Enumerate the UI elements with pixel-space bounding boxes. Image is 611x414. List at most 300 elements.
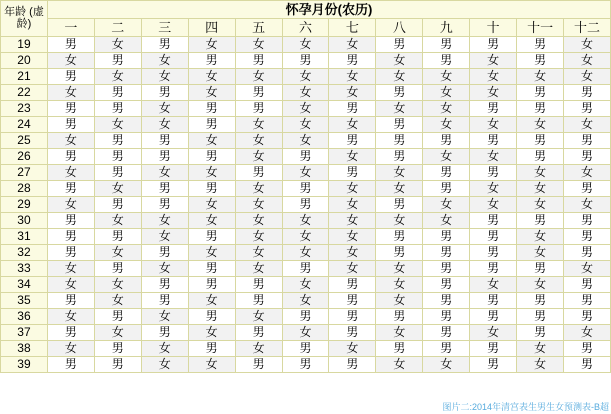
prediction-cell: 男 bbox=[564, 133, 611, 149]
prediction-cell: 女 bbox=[517, 181, 564, 197]
table-row bbox=[1, 149, 611, 165]
prediction-cell: 男 bbox=[188, 261, 235, 277]
month-header-5: 五 bbox=[235, 19, 282, 37]
prediction-cell: 女 bbox=[94, 117, 141, 133]
prediction-cell: 女 bbox=[376, 357, 423, 373]
prediction-cell: 女 bbox=[329, 181, 376, 197]
prediction-cell: 女 bbox=[376, 181, 423, 197]
prediction-cell: 男 bbox=[376, 37, 423, 53]
prediction-cell: 男 bbox=[94, 85, 141, 101]
prediction-cell: 女 bbox=[141, 117, 188, 133]
table-row bbox=[1, 85, 611, 101]
prediction-cell: 男 bbox=[235, 53, 282, 69]
prediction-cell: 女 bbox=[94, 277, 141, 293]
prediction-cell: 男 bbox=[517, 293, 564, 309]
prediction-cell: 女 bbox=[94, 293, 141, 309]
prediction-cell: 男 bbox=[329, 357, 376, 373]
prediction-cell: 女 bbox=[94, 213, 141, 229]
prediction-cell: 男 bbox=[94, 309, 141, 325]
prediction-cell: 男 bbox=[141, 133, 188, 149]
table-row bbox=[1, 165, 611, 181]
prediction-cell: 男 bbox=[329, 277, 376, 293]
prediction-cell: 女 bbox=[235, 245, 282, 261]
age-cell: 19 bbox=[1, 37, 48, 53]
prediction-cell: 男 bbox=[235, 101, 282, 117]
prediction-cell: 男 bbox=[470, 341, 517, 357]
prediction-cell: 女 bbox=[282, 229, 329, 245]
prediction-cell: 男 bbox=[564, 277, 611, 293]
prediction-cell: 男 bbox=[141, 325, 188, 341]
prediction-cell: 女 bbox=[423, 357, 470, 373]
age-cell: 26 bbox=[1, 149, 48, 165]
prediction-cell: 男 bbox=[47, 357, 94, 373]
prediction-cell: 女 bbox=[235, 261, 282, 277]
age-header-cell bbox=[1, 1, 48, 37]
month-header-7: 七 bbox=[329, 19, 376, 37]
month-header-2: 二 bbox=[94, 19, 141, 37]
prediction-cell: 女 bbox=[423, 85, 470, 101]
prediction-cell: 男 bbox=[423, 165, 470, 181]
month-header-row bbox=[1, 19, 611, 37]
prediction-cell: 男 bbox=[564, 149, 611, 165]
prediction-cell: 男 bbox=[94, 341, 141, 357]
prediction-cell: 女 bbox=[423, 213, 470, 229]
prediction-cell: 女 bbox=[141, 53, 188, 69]
prediction-cell: 男 bbox=[517, 101, 564, 117]
table-row bbox=[1, 293, 611, 309]
prediction-cell: 男 bbox=[94, 133, 141, 149]
prediction-cell: 男 bbox=[47, 229, 94, 245]
prediction-cell: 女 bbox=[47, 341, 94, 357]
prediction-cell: 女 bbox=[94, 69, 141, 85]
prediction-cell: 女 bbox=[517, 229, 564, 245]
age-header-label-line1: 年龄 bbox=[4, 5, 27, 18]
prediction-cell: 女 bbox=[235, 229, 282, 245]
prediction-cell: 男 bbox=[94, 149, 141, 165]
table-row bbox=[1, 133, 611, 149]
prediction-cell: 女 bbox=[141, 165, 188, 181]
prediction-cell: 女 bbox=[517, 165, 564, 181]
prediction-cell: 男 bbox=[47, 149, 94, 165]
prediction-cell: 男 bbox=[517, 85, 564, 101]
prediction-cell: 男 bbox=[423, 37, 470, 53]
prediction-cell: 男 bbox=[47, 69, 94, 85]
prediction-cell: 男 bbox=[470, 261, 517, 277]
prediction-cell: 女 bbox=[376, 277, 423, 293]
prediction-cell: 女 bbox=[188, 165, 235, 181]
prediction-cell: 男 bbox=[141, 37, 188, 53]
prediction-cell: 男 bbox=[517, 53, 564, 69]
prediction-cell: 女 bbox=[188, 325, 235, 341]
table-row bbox=[1, 309, 611, 325]
prediction-cell: 男 bbox=[47, 325, 94, 341]
prediction-cell: 男 bbox=[188, 101, 235, 117]
prediction-cell: 女 bbox=[47, 277, 94, 293]
prediction-cell: 男 bbox=[188, 181, 235, 197]
prediction-cell: 女 bbox=[188, 133, 235, 149]
prediction-cell: 女 bbox=[329, 69, 376, 85]
prediction-cell: 女 bbox=[564, 165, 611, 181]
prediction-cell: 男 bbox=[47, 117, 94, 133]
month-header-4: 四 bbox=[188, 19, 235, 37]
prediction-cell: 女 bbox=[564, 325, 611, 341]
table-row bbox=[1, 325, 611, 341]
month-header-11: 十一 bbox=[517, 19, 564, 37]
month-header-3: 三 bbox=[141, 19, 188, 37]
prediction-cell: 男 bbox=[376, 133, 423, 149]
prediction-cell: 女 bbox=[517, 197, 564, 213]
prediction-cell: 女 bbox=[141, 69, 188, 85]
prediction-cell: 女 bbox=[235, 133, 282, 149]
prediction-cell: 女 bbox=[188, 69, 235, 85]
prediction-cell: 女 bbox=[235, 149, 282, 165]
prediction-cell: 男 bbox=[470, 37, 517, 53]
prediction-cell: 男 bbox=[329, 165, 376, 181]
prediction-cell: 男 bbox=[47, 101, 94, 117]
prediction-cell: 男 bbox=[141, 181, 188, 197]
prediction-cell: 女 bbox=[376, 293, 423, 309]
prediction-cell: 女 bbox=[329, 149, 376, 165]
prediction-cell: 男 bbox=[329, 133, 376, 149]
prediction-cell: 男 bbox=[517, 213, 564, 229]
prediction-cell: 男 bbox=[235, 165, 282, 181]
prediction-cell: 男 bbox=[235, 293, 282, 309]
prediction-cell: 女 bbox=[517, 245, 564, 261]
prediction-cell: 女 bbox=[470, 277, 517, 293]
prediction-cell: 男 bbox=[564, 181, 611, 197]
prediction-cell: 男 bbox=[94, 53, 141, 69]
prediction-cell: 女 bbox=[141, 261, 188, 277]
prediction-cell: 男 bbox=[423, 245, 470, 261]
prediction-cell: 女 bbox=[235, 341, 282, 357]
prediction-cell: 女 bbox=[235, 117, 282, 133]
prediction-cell: 女 bbox=[564, 261, 611, 277]
prediction-cell: 男 bbox=[470, 293, 517, 309]
prediction-cell: 男 bbox=[141, 245, 188, 261]
age-header-label-line2: (虚龄) bbox=[16, 5, 44, 30]
prediction-cell: 女 bbox=[47, 165, 94, 181]
prediction-cell: 男 bbox=[564, 341, 611, 357]
age-cell: 24 bbox=[1, 117, 48, 133]
month-header-1: 一 bbox=[47, 19, 94, 37]
prediction-cell: 女 bbox=[564, 37, 611, 53]
prediction-cell: 男 bbox=[564, 357, 611, 373]
prediction-cell: 女 bbox=[329, 213, 376, 229]
prediction-cell: 女 bbox=[282, 85, 329, 101]
prediction-cell: 女 bbox=[235, 213, 282, 229]
prediction-cell: 女 bbox=[141, 213, 188, 229]
age-cell: 20 bbox=[1, 53, 48, 69]
prediction-cell: 女 bbox=[470, 325, 517, 341]
prediction-cell: 女 bbox=[47, 53, 94, 69]
prediction-cell: 男 bbox=[94, 197, 141, 213]
prediction-cell: 女 bbox=[141, 101, 188, 117]
prediction-cell: 男 bbox=[470, 245, 517, 261]
prediction-cell: 男 bbox=[423, 133, 470, 149]
prediction-cell: 女 bbox=[423, 69, 470, 85]
prediction-cell: 男 bbox=[47, 293, 94, 309]
prediction-cell: 男 bbox=[564, 85, 611, 101]
table-row bbox=[1, 277, 611, 293]
prediction-cell: 男 bbox=[423, 261, 470, 277]
prediction-cell: 女 bbox=[188, 213, 235, 229]
prediction-cell: 女 bbox=[470, 181, 517, 197]
month-header-12: 十二 bbox=[564, 19, 611, 37]
prediction-cell: 女 bbox=[376, 69, 423, 85]
prediction-cell: 女 bbox=[282, 69, 329, 85]
prediction-cell: 女 bbox=[470, 69, 517, 85]
prediction-cell: 男 bbox=[517, 261, 564, 277]
prediction-cell: 女 bbox=[470, 85, 517, 101]
age-cell: 33 bbox=[1, 261, 48, 277]
prediction-cell: 女 bbox=[517, 357, 564, 373]
prediction-cell: 男 bbox=[470, 165, 517, 181]
prediction-cell: 女 bbox=[47, 197, 94, 213]
prediction-cell: 女 bbox=[470, 149, 517, 165]
prediction-cell: 男 bbox=[141, 149, 188, 165]
prediction-cell: 男 bbox=[423, 325, 470, 341]
prediction-cell: 女 bbox=[47, 85, 94, 101]
age-cell: 27 bbox=[1, 165, 48, 181]
prediction-cell: 男 bbox=[517, 133, 564, 149]
age-cell: 28 bbox=[1, 181, 48, 197]
prediction-cell: 男 bbox=[235, 325, 282, 341]
prediction-cell: 女 bbox=[188, 197, 235, 213]
prediction-cell: 男 bbox=[329, 293, 376, 309]
prediction-cell: 男 bbox=[376, 341, 423, 357]
month-header-9: 九 bbox=[423, 19, 470, 37]
prediction-cell: 女 bbox=[141, 357, 188, 373]
prediction-cell: 女 bbox=[188, 37, 235, 53]
prediction-cell: 男 bbox=[282, 309, 329, 325]
age-cell: 22 bbox=[1, 85, 48, 101]
prediction-cell: 女 bbox=[329, 245, 376, 261]
prediction-cell: 男 bbox=[470, 101, 517, 117]
prediction-cell: 男 bbox=[282, 197, 329, 213]
prediction-cell: 女 bbox=[282, 117, 329, 133]
prediction-cell: 男 bbox=[564, 293, 611, 309]
prediction-cell: 男 bbox=[517, 309, 564, 325]
prediction-cell: 男 bbox=[517, 325, 564, 341]
age-cell: 39 bbox=[1, 357, 48, 373]
prediction-cell: 女 bbox=[47, 261, 94, 277]
prediction-cell: 女 bbox=[141, 309, 188, 325]
prediction-cell: 男 bbox=[470, 357, 517, 373]
prediction-cell: 男 bbox=[329, 325, 376, 341]
table-row bbox=[1, 53, 611, 69]
prediction-cell: 男 bbox=[564, 229, 611, 245]
prediction-cell: 男 bbox=[94, 261, 141, 277]
table-row bbox=[1, 197, 611, 213]
prediction-cell: 男 bbox=[47, 213, 94, 229]
age-cell: 29 bbox=[1, 197, 48, 213]
prediction-cell: 男 bbox=[329, 53, 376, 69]
prediction-cell: 男 bbox=[376, 245, 423, 261]
prediction-cell: 女 bbox=[564, 197, 611, 213]
age-cell: 31 bbox=[1, 229, 48, 245]
prediction-cell: 女 bbox=[517, 117, 564, 133]
prediction-cell: 男 bbox=[141, 293, 188, 309]
age-cell: 37 bbox=[1, 325, 48, 341]
prediction-cell: 女 bbox=[188, 357, 235, 373]
prediction-cell: 男 bbox=[188, 309, 235, 325]
prediction-cell: 女 bbox=[329, 117, 376, 133]
prediction-cell: 男 bbox=[564, 245, 611, 261]
age-cell: 25 bbox=[1, 133, 48, 149]
prediction-cell: 女 bbox=[470, 117, 517, 133]
prediction-cell: 男 bbox=[235, 357, 282, 373]
prediction-cell: 女 bbox=[376, 261, 423, 277]
prediction-cell: 男 bbox=[564, 213, 611, 229]
table-row bbox=[1, 117, 611, 133]
prediction-cell: 男 bbox=[423, 53, 470, 69]
age-cell: 30 bbox=[1, 213, 48, 229]
prediction-cell: 男 bbox=[376, 85, 423, 101]
watermark-text bbox=[442, 400, 609, 413]
prediction-cell: 女 bbox=[329, 229, 376, 245]
prediction-cell: 女 bbox=[47, 133, 94, 149]
prediction-cell: 女 bbox=[329, 341, 376, 357]
prediction-cell: 男 bbox=[329, 101, 376, 117]
prediction-cell: 女 bbox=[564, 69, 611, 85]
prediction-cell: 女 bbox=[376, 165, 423, 181]
prediction-cell: 女 bbox=[282, 213, 329, 229]
prediction-cell: 男 bbox=[188, 341, 235, 357]
prediction-cell: 女 bbox=[94, 245, 141, 261]
table-row bbox=[1, 37, 611, 53]
prediction-cell: 男 bbox=[470, 229, 517, 245]
prediction-cell: 男 bbox=[235, 277, 282, 293]
prediction-cell: 女 bbox=[141, 229, 188, 245]
prediction-cell: 女 bbox=[282, 37, 329, 53]
prediction-cell: 男 bbox=[188, 277, 235, 293]
prediction-cell: 男 bbox=[517, 37, 564, 53]
prediction-cell: 女 bbox=[517, 69, 564, 85]
prediction-cell: 女 bbox=[376, 213, 423, 229]
prediction-cell: 女 bbox=[376, 325, 423, 341]
prediction-cell: 女 bbox=[188, 293, 235, 309]
prediction-cell: 男 bbox=[188, 53, 235, 69]
age-cell: 36 bbox=[1, 309, 48, 325]
table-row bbox=[1, 357, 611, 373]
prediction-cell: 男 bbox=[423, 309, 470, 325]
prediction-cell: 女 bbox=[564, 117, 611, 133]
table-row bbox=[1, 101, 611, 117]
prediction-cell: 女 bbox=[470, 197, 517, 213]
age-cell: 38 bbox=[1, 341, 48, 357]
month-header-6: 六 bbox=[282, 19, 329, 37]
prediction-cell: 女 bbox=[282, 101, 329, 117]
table-row bbox=[1, 181, 611, 197]
table-row bbox=[1, 69, 611, 85]
prediction-cell: 女 bbox=[282, 165, 329, 181]
age-cell: 35 bbox=[1, 293, 48, 309]
prediction-cell: 男 bbox=[141, 277, 188, 293]
prediction-cell: 男 bbox=[94, 101, 141, 117]
prediction-cell: 男 bbox=[376, 229, 423, 245]
prediction-cell: 女 bbox=[423, 117, 470, 133]
prediction-cell: 男 bbox=[564, 101, 611, 117]
prediction-cell: 女 bbox=[94, 37, 141, 53]
prediction-cell: 男 bbox=[423, 229, 470, 245]
prediction-cell: 男 bbox=[423, 277, 470, 293]
prediction-cell: 女 bbox=[188, 85, 235, 101]
prediction-cell: 女 bbox=[329, 197, 376, 213]
prediction-cell: 男 bbox=[282, 341, 329, 357]
prediction-cell: 女 bbox=[282, 325, 329, 341]
prediction-cell: 男 bbox=[141, 85, 188, 101]
prediction-cell: 女 bbox=[141, 341, 188, 357]
prediction-cell: 女 bbox=[47, 309, 94, 325]
prediction-cell: 男 bbox=[282, 261, 329, 277]
title-row bbox=[1, 1, 611, 19]
age-cell: 23 bbox=[1, 101, 48, 117]
prediction-cell: 女 bbox=[329, 261, 376, 277]
prediction-cell: 男 bbox=[282, 181, 329, 197]
month-header-8: 八 bbox=[376, 19, 423, 37]
prediction-cell: 女 bbox=[329, 85, 376, 101]
prediction-cell: 女 bbox=[423, 101, 470, 117]
prediction-cell: 男 bbox=[282, 357, 329, 373]
chart-title: 怀孕月份(农历) bbox=[47, 1, 610, 19]
prediction-cell: 女 bbox=[517, 341, 564, 357]
prediction-cell: 女 bbox=[376, 53, 423, 69]
table-row bbox=[1, 245, 611, 261]
prediction-cell: 女 bbox=[235, 69, 282, 85]
prediction-cell: 男 bbox=[47, 37, 94, 53]
age-cell: 34 bbox=[1, 277, 48, 293]
prediction-cell: 女 bbox=[470, 53, 517, 69]
prediction-cell: 男 bbox=[47, 245, 94, 261]
prediction-cell: 女 bbox=[282, 293, 329, 309]
prediction-cell: 女 bbox=[517, 277, 564, 293]
prediction-cell: 男 bbox=[376, 309, 423, 325]
table-row bbox=[1, 261, 611, 277]
prediction-cell: 女 bbox=[423, 197, 470, 213]
prediction-cell: 女 bbox=[235, 181, 282, 197]
prediction-cell: 男 bbox=[423, 181, 470, 197]
prediction-cell: 女 bbox=[282, 245, 329, 261]
prediction-cell: 女 bbox=[94, 181, 141, 197]
prediction-cell: 男 bbox=[282, 53, 329, 69]
prediction-cell: 女 bbox=[235, 309, 282, 325]
prediction-cell: 男 bbox=[423, 341, 470, 357]
prediction-cell: 男 bbox=[329, 309, 376, 325]
month-header-10: 十 bbox=[470, 19, 517, 37]
table-row bbox=[1, 229, 611, 245]
prediction-cell: 男 bbox=[94, 357, 141, 373]
table-body bbox=[1, 1, 611, 373]
prediction-cell: 女 bbox=[564, 53, 611, 69]
prediction-cell: 男 bbox=[94, 229, 141, 245]
prediction-cell: 男 bbox=[47, 181, 94, 197]
prediction-cell: 男 bbox=[423, 293, 470, 309]
prediction-cell: 女 bbox=[282, 277, 329, 293]
prediction-cell: 男 bbox=[235, 85, 282, 101]
table-row bbox=[1, 341, 611, 357]
prediction-cell: 女 bbox=[188, 245, 235, 261]
prediction-cell: 男 bbox=[188, 229, 235, 245]
prediction-cell: 女 bbox=[94, 325, 141, 341]
prediction-cell: 女 bbox=[329, 37, 376, 53]
prediction-cell: 女 bbox=[423, 149, 470, 165]
prediction-cell: 男 bbox=[282, 149, 329, 165]
prediction-cell: 女 bbox=[235, 197, 282, 213]
prediction-cell: 男 bbox=[376, 117, 423, 133]
prediction-cell: 女 bbox=[235, 37, 282, 53]
prediction-cell: 男 bbox=[94, 165, 141, 181]
age-cell: 21 bbox=[1, 69, 48, 85]
